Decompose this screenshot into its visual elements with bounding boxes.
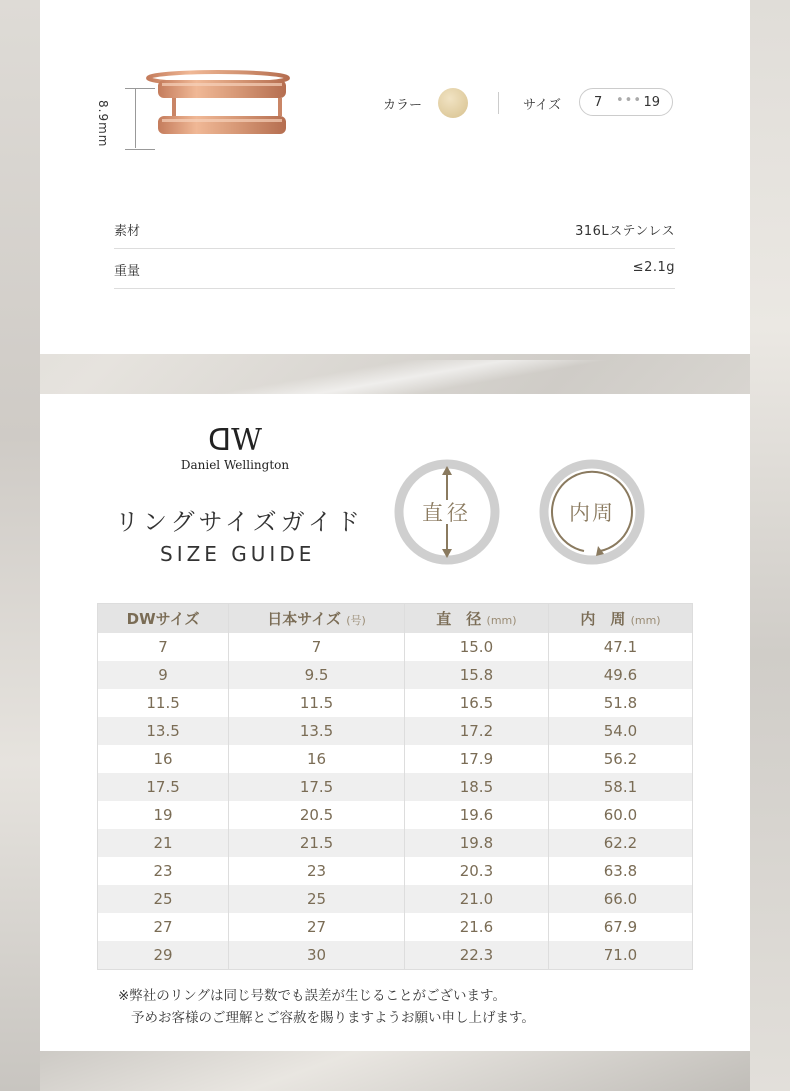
- size-range-pill[interactable]: [579, 88, 673, 116]
- table-cell: 20.5: [229, 801, 405, 829]
- brand-logo: [170, 423, 300, 472]
- table-row: [98, 885, 693, 913]
- marble-bottom: [0, 1050, 790, 1091]
- table-row: [98, 941, 693, 970]
- title-japanese: リングサイズガイド: [115, 508, 364, 536]
- table-cell: 21.0: [404, 885, 548, 913]
- table-cell: 23: [229, 857, 405, 885]
- table-cell: 11.5: [98, 689, 229, 717]
- title-english: SIZE GUIDE: [160, 542, 316, 566]
- table-cell: 62.2: [548, 829, 692, 857]
- size-min: 7: [594, 95, 603, 110]
- table-cell: 51.8: [548, 689, 692, 717]
- table-cell: 18.5: [404, 773, 548, 801]
- table-cell: 56.2: [548, 745, 692, 773]
- spec-key: 重量: [114, 264, 141, 279]
- dimension-label: 8.9mm: [96, 100, 110, 148]
- table-cell: 29: [98, 941, 229, 970]
- logo-name: Daniel Wellington: [180, 458, 290, 472]
- table-cell: 30: [229, 941, 405, 970]
- table-cell: 7: [229, 633, 405, 661]
- circumference-icon: [538, 458, 646, 566]
- table-cell: 19.6: [404, 801, 548, 829]
- table-row: [98, 801, 693, 829]
- table-cell: 67.9: [548, 913, 692, 941]
- circumference-label: 内周: [569, 501, 615, 525]
- table-cell: 22.3: [404, 941, 548, 970]
- size-table: [97, 603, 693, 970]
- table-cell: 23: [98, 857, 229, 885]
- table-row: [98, 745, 693, 773]
- table-cell: 17.9: [404, 745, 548, 773]
- logo-mark: ᗡW: [208, 423, 262, 458]
- table-cell: 9.5: [229, 661, 405, 689]
- table-cell: 17.5: [98, 773, 229, 801]
- table-row: [98, 661, 693, 689]
- table-cell: 71.0: [548, 941, 692, 970]
- table-cell: 21: [98, 829, 229, 857]
- table-cell: 9: [98, 661, 229, 689]
- color-swatch[interactable]: [438, 88, 468, 118]
- table-cell: 15.8: [404, 661, 548, 689]
- header-dw-size: DWサイズ: [98, 604, 229, 634]
- table-cell: 19: [98, 801, 229, 829]
- note-line-2: 予めお客様のご理解とご容赦を賜りますようお願い申し上げます。: [131, 1010, 535, 1026]
- table-row: [98, 717, 693, 745]
- table-row: [98, 773, 693, 801]
- note-line-1: ※弊社のリングは同じ号数でも誤差が生じることがございます。: [118, 988, 506, 1004]
- marble-left: [0, 0, 40, 1091]
- dimension-bracket: [125, 88, 155, 150]
- spec-row-material: [114, 208, 675, 249]
- color-label: カラー: [383, 98, 423, 113]
- divider: [498, 92, 499, 114]
- table-cell: 7: [98, 633, 229, 661]
- table-cell: 21.6: [404, 913, 548, 941]
- table-cell: 49.6: [548, 661, 692, 689]
- size-max: 19: [643, 95, 660, 110]
- marble-right: [750, 0, 790, 1091]
- spec-row-weight: [114, 248, 675, 289]
- product-spec-card: [40, 0, 750, 354]
- table-cell: 20.3: [404, 857, 548, 885]
- table-cell: 13.5: [98, 717, 229, 745]
- table-cell: 47.1: [548, 633, 692, 661]
- table-cell: 27: [229, 913, 405, 941]
- table-row: [98, 829, 693, 857]
- table-cell: 27: [98, 913, 229, 941]
- size-label: サイズ: [523, 98, 561, 113]
- table-cell: 25: [229, 885, 405, 913]
- size-guide-card: [40, 394, 750, 1051]
- diameter-label: 直径: [422, 501, 472, 525]
- table-cell: 16.5: [404, 689, 548, 717]
- table-cell: 16: [98, 745, 229, 773]
- table-cell: 54.0: [548, 717, 692, 745]
- table-cell: 17.2: [404, 717, 548, 745]
- table-cell: 58.1: [548, 773, 692, 801]
- header-jp-size: 日本サイズ (号): [229, 604, 405, 634]
- table-cell: 19.8: [404, 829, 548, 857]
- table-cell: 60.0: [548, 801, 692, 829]
- table-header-row: [98, 604, 693, 634]
- table-cell: 21.5: [229, 829, 405, 857]
- table-cell: 66.0: [548, 885, 692, 913]
- header-circumference: 内 周 (mm): [548, 604, 692, 634]
- table-cell: 15.0: [404, 633, 548, 661]
- table-cell: 25: [98, 885, 229, 913]
- table-cell: 63.8: [548, 857, 692, 885]
- table-row: [98, 857, 693, 885]
- table-row: [98, 633, 693, 661]
- size-dots: •••: [616, 93, 643, 108]
- spec-key: 素材: [114, 224, 141, 239]
- table-cell: 13.5: [229, 717, 405, 745]
- spec-value: ≤2.1g: [632, 260, 675, 275]
- table-row: [98, 689, 693, 717]
- header-diameter: 直 径 (mm): [404, 604, 548, 634]
- table-cell: 16: [229, 745, 405, 773]
- diameter-icon: [393, 458, 501, 566]
- table-cell: 11.5: [229, 689, 405, 717]
- table-cell: 17.5: [229, 773, 405, 801]
- table-row: [98, 913, 693, 941]
- spec-value: 316Lステンレス: [575, 224, 675, 239]
